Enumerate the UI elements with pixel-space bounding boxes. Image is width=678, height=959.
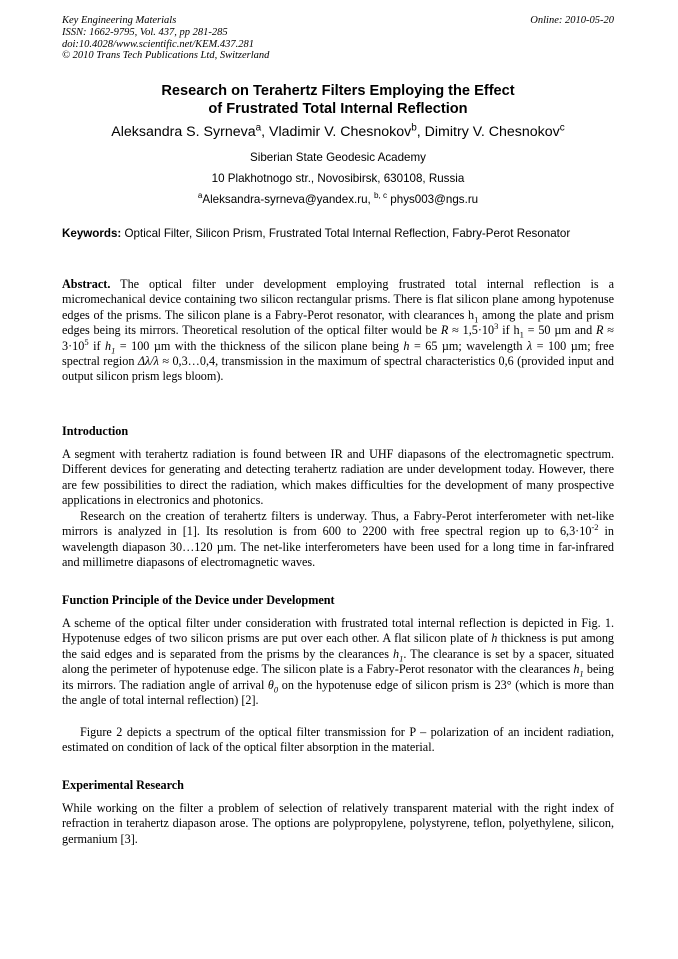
math-symbol: h xyxy=(104,338,112,353)
journal-doi: doi:10.4028/www.scientific.net/KEM.437.281 xyxy=(62,38,254,50)
abstract-text: = 50 µm and xyxy=(523,323,597,338)
section-heading-introduction: Introduction xyxy=(62,424,129,438)
keywords-label: Keywords: xyxy=(62,227,122,240)
keywords xyxy=(62,227,614,241)
math-symbol: h xyxy=(491,631,498,646)
math-symbol: λ xyxy=(526,338,533,353)
email-sup: b, c xyxy=(373,191,388,201)
paragraph-text: Research on the creation of terahertz filters is underway. Thus, a Fabry-Perot interferometer with net-like mirrors is analyzed in [1]. Its resolution is from 600 to 2200 with free spectral region up to 6,3·10 xyxy=(62,509,614,539)
affiliation-address: 10 Plakhotnogo str., Novosibirsk, 630108, Russia xyxy=(211,172,465,185)
author-name: Vladimir V. Chesnokov xyxy=(269,124,412,140)
superscript: -2 xyxy=(591,522,599,533)
online-date: Online: 2010-05-20 xyxy=(530,15,614,26)
math-symbol: h xyxy=(403,338,410,353)
paragraph-text: on the hypotenuse edge of silicon prism is 23° (which is more than the angle of total internal reflection) [2]. xyxy=(62,677,614,708)
author-name: Aleksandra S. Syrneva xyxy=(111,124,256,140)
abstract-text: = 65 µm; wavelength xyxy=(409,338,527,353)
abstract-text: among the plate and prism edges being its mirrors. Theoretical resolution of the optical filter would be xyxy=(62,307,614,338)
paragraph-text: A scheme of the optical filter under consideration with frustrated total internal reflection is depicted in Fig. 1. Hypotenuse edges of two silicon prisms are put over each other. A flat silicon plate of xyxy=(62,616,614,646)
title-line-1: Research on Terahertz Filters Employing the Effect xyxy=(161,83,515,99)
function-paragraph-2: Figure 2 depicts a spectrum of the optical filter transmission for P – polarization of an incident radiation, estimated on condition of lack of the optical filter absorption in the material. xyxy=(62,725,614,755)
superscript: 5 xyxy=(84,336,89,347)
email-link[interactable]: phys003@ngs.ru xyxy=(390,193,479,206)
subscript: 1 xyxy=(519,329,524,340)
math-symbol: h xyxy=(573,662,580,677)
section-heading-function-principle: Function Principle of the Device under Development xyxy=(62,593,335,607)
introduction-paragraph-2 xyxy=(62,509,614,571)
journal-issn: ISSN: 1662-9795, Vol. 437, pp 281-285 xyxy=(62,26,228,38)
math-symbol: Δλ/λ xyxy=(137,354,159,369)
abstract-text: ≈ 3·10 xyxy=(62,323,614,353)
math-symbol: θ xyxy=(267,677,274,692)
paper-title xyxy=(62,82,614,118)
abstract-text: ≈ 0,3…0,4, transmission in the maximum of spectral characteristics 0,6 (provided input and output silicon prism legs bloom). xyxy=(62,354,615,384)
journal-header xyxy=(62,15,269,62)
paragraph-text: being its mirrors. The radiation angle of arrival xyxy=(62,662,614,692)
function-paragraph-1 xyxy=(62,616,614,708)
math-symbol: R xyxy=(596,323,604,338)
subscript: 0 xyxy=(273,684,279,695)
abstract-text: ≈ 1,5·10 xyxy=(448,323,495,338)
abstract-text: = 100 µm with the thickness of the silicon plane being xyxy=(115,338,404,353)
author-sup: b xyxy=(411,122,417,134)
subscript: 1 xyxy=(474,314,479,325)
abstract-text: if xyxy=(88,338,105,353)
affiliation-institution: Siberian State Geodesic Academy xyxy=(250,151,426,164)
abstract-text: The optical filter under development employing frustrated total internal reflection is a micromechanical device containing two silicon rectangular prisms. There is flat silicon plane among hypotenuse edges of the prisms. The silicon plane is a Fabry-Perot resonator, with clearances h xyxy=(62,277,614,322)
superscript: 3 xyxy=(494,321,499,332)
affiliation-emails xyxy=(62,193,614,207)
introduction-paragraph-1: A segment with terahertz radiation is found between IR and UHF diapasons of the electromagnetic spectrum. Different devices for generating and detecting terahertz radiation are under development today. However, there are few possibilities to direct the radiation, which makes difficulties for the development of many prospective applications in electronics and photonics. xyxy=(62,447,614,508)
subscript: 1 xyxy=(579,668,584,679)
abstract-text: = 100 µm; free spectral region xyxy=(62,338,614,369)
abstract xyxy=(62,277,614,385)
experimental-paragraph-1: While working on the filter a problem of selection of relatively transparent material with the right index of refraction in terahertz diapason arose. The options are polypropylene, polystyrene, teflon, polyethylene, silicon, germanium [3]. xyxy=(62,801,614,846)
abstract-text: if h xyxy=(498,323,520,338)
author-name: Dimitry V. Chesnokov xyxy=(424,124,560,140)
email-link[interactable]: Aleksandra-syrneva@yandex.ru, xyxy=(202,193,371,206)
author-sup: c xyxy=(559,122,565,134)
paragraph-text: thickness is put among the said edges and is separated from the prisms by the clearances xyxy=(62,631,615,661)
author-list: Aleksandra S. Syrneva$^a$, Vladimir V. Chesnokov$^b$, Dimitry V. Chesnokov$^c$ xyxy=(111,122,565,140)
journal-name: Key Engineering Materials xyxy=(62,15,177,26)
email-sup: a xyxy=(197,191,203,201)
paragraph-text: in wavelength diapason 30…120 µm. The net-like interferometers have been used for a long time in far-infrared and millimetre diapasons of electromagnetic waves. xyxy=(62,524,615,570)
author-sup: a xyxy=(255,122,262,134)
subscript: 1 xyxy=(111,345,116,356)
math-symbol: R xyxy=(440,323,449,338)
journal-copyright: © 2010 Trans Tech Publications Ltd, Switzerland xyxy=(62,50,270,62)
math-symbol: h xyxy=(392,646,400,661)
paragraph-text: . The clearance is set by a spacer, situated along the perimeter of hypotenuse edge. The silicon plate is a Fabry-Perot resonator with the clearances xyxy=(62,646,614,677)
title-line-2: of Frustrated Total Internal Reflection xyxy=(208,101,468,117)
keywords-text: Optical Filter, Silicon Prism, Frustrated Total Internal Reflection, Fabry-Perot Resonator xyxy=(124,227,571,240)
section-heading-experimental: Experimental Research xyxy=(62,778,184,792)
subscript: 1 xyxy=(399,653,404,664)
abstract-label: Abstract. xyxy=(62,277,111,291)
